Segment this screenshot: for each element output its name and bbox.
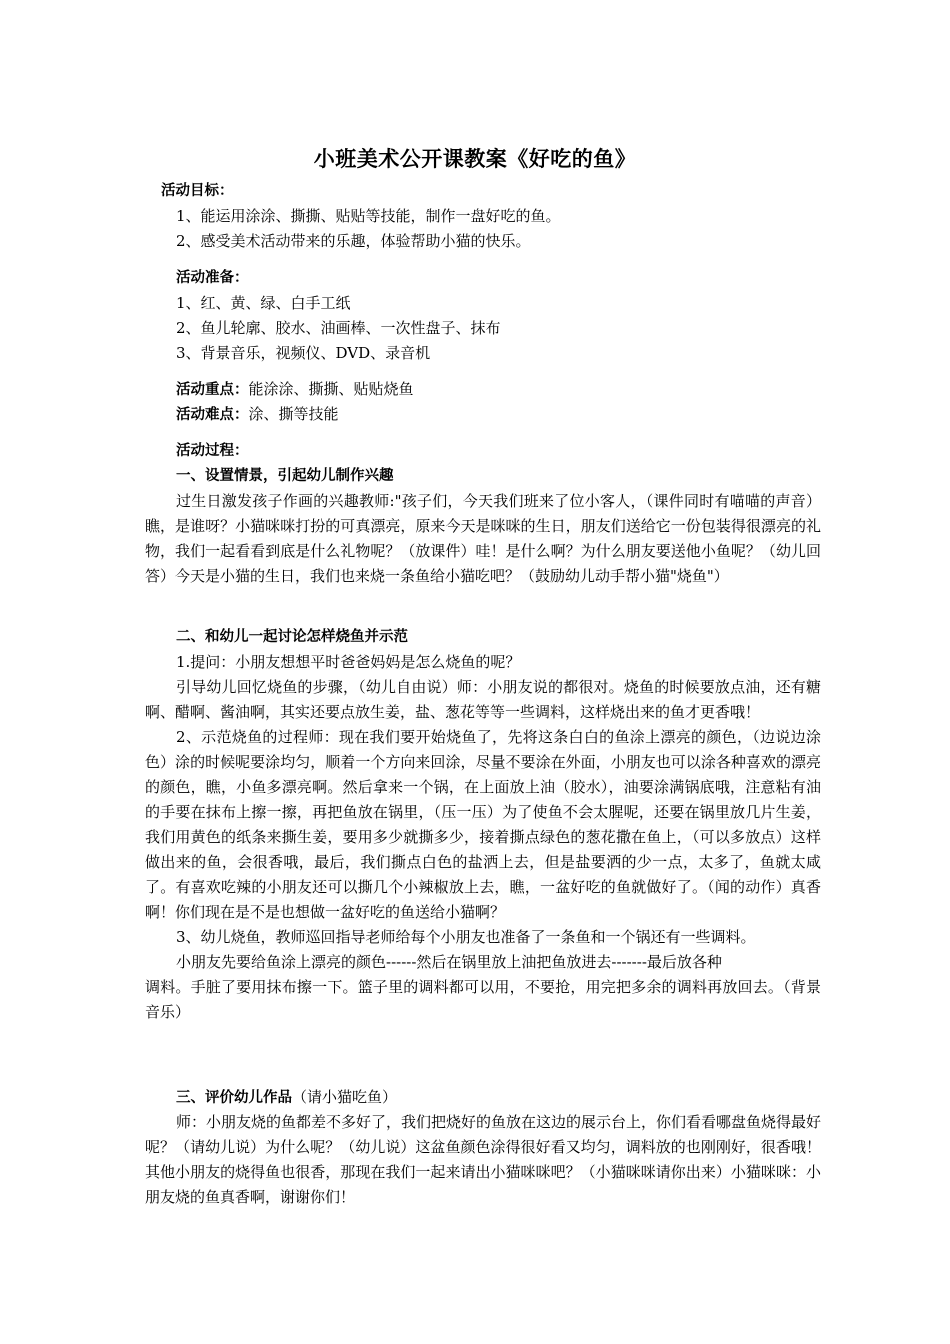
step3-section bbox=[145, 1085, 821, 1210]
goal-item: 2、感受美术活动带来的乐趣，体验帮助小猫的快乐。 bbox=[176, 232, 531, 250]
step1-heading: 一、设置情景，引起幼儿制作兴趣 bbox=[176, 468, 394, 484]
keypoint-text: 能涂涂、撕撕、贴贴烧鱼 bbox=[248, 380, 414, 398]
process-heading: 活动过程： bbox=[176, 443, 249, 459]
prep-item: 2、鱼儿轮廓、胶水、油画棒、一次性盘子、抹布 bbox=[176, 319, 501, 337]
step2-heading: 二、和幼儿一起讨论怎样烧鱼并示范 bbox=[176, 629, 408, 645]
step3-paragraph: 师：小朋友烧的鱼都差不多好了，我们把烧好的鱼放在这边的展示台上，你们看看哪盘鱼烧得最好呢？（请幼儿说）为什么呢？（幼儿说）这盆鱼颜色涂得很好看又均匀，调料放的也刚刚好，很香哦！其他小朋友的烧得鱼也很香，那现在我们一起来请出小猫咪咪吧？（小猫咪咪请你出来）小猫咪咪：小朋友烧的鱼真香啊，谢谢你们！ bbox=[145, 1113, 822, 1206]
prep-item: 3、背景音乐，视频仪、DVD、录音机 bbox=[176, 344, 431, 362]
goals-heading: 活动目标： bbox=[161, 183, 234, 199]
step3-heading: 三、评价幼儿作品 bbox=[176, 1090, 292, 1106]
goal-item: 1、能运用涂涂、撕撕、贴贴等技能，制作一盘好吃的鱼。 bbox=[176, 207, 561, 225]
step2-paragraph-1: 引导幼儿回忆烧鱼的步骤，（幼儿自由说）师：小朋友说的都很对。烧鱼的时候要放点油，还有糖啊、醋啊、酱油啊，其实还要点放生姜，盐、葱花等等一些调料，这样烧出来的鱼才更香哦！ bbox=[145, 678, 821, 721]
prep-heading: 活动准备： bbox=[176, 270, 249, 286]
keypoint-label: 活动重点： bbox=[176, 382, 249, 398]
step2-paragraph-3: 3、幼儿烧鱼，教师巡回指导老师给每个小朋友也准备了一条鱼和一个锅还有一些调料。 bbox=[176, 928, 756, 946]
step3-heading-line bbox=[145, 1085, 821, 1110]
step2-section bbox=[145, 625, 821, 1025]
step2-paragraph-4b: 调料。手脏了要用抹布擦一下。篮子里的调料都可以用，不要抢，用完把多余的调料再放回去。（背景音乐） bbox=[145, 978, 821, 1021]
goals-section bbox=[145, 179, 821, 254]
difficulty-line bbox=[145, 402, 821, 427]
keypoint-line bbox=[145, 377, 821, 402]
difficulty-label: 活动难点： bbox=[176, 407, 249, 423]
step2-paragraph-2: 2、示范烧鱼的过程师：现在我们要开始烧鱼了，先将这条白白的鱼涂上漂亮的颜色，（边说边涂色）涂的时候呢要涂均匀，顺着一个方向来回涂，尽量不要涂在外面，小朋友也可以涂各种喜欢的漂亮的颜色，瞧，小鱼多漂亮啊。然后拿来一个锅，在上面放上油（胶水），油要涂满锅底哦，注意粘有油的手要在抹布上擦一擦，再把鱼放在锅里，（压一压）为了使鱼不会太腥呢，还要在锅里放几片生姜，我们用黄色的纸条来撕生姜，要用多少就撕多少，接着撕点绿色的葱花撒在鱼上，（可以多放点）这样做出来的鱼，会很香哦，最后，我们撕点白色的盐洒上去，但是盐要洒的少一点，太多了，鱼就太咸了。有喜欢吃辣的小朋友还可以撕几个小辣椒放上去，瞧，一盆好吃的鱼就做好了。（闻的动作）真香啊！你们现在是不是也想做一盆好吃的鱼送给小猫啊？ bbox=[145, 728, 821, 921]
step2-question: 1.提问：小朋友想想平时爸爸妈妈是怎么烧鱼的呢？ bbox=[176, 653, 521, 671]
step3-heading-note: （请小猫吃鱼） bbox=[292, 1088, 398, 1106]
prep-section bbox=[145, 266, 821, 366]
prep-item: 1、红、黄、绿、白手工纸 bbox=[176, 294, 351, 312]
focus-section bbox=[145, 377, 821, 427]
step1-paragraph: 过生日激发孩子作画的兴趣教师:"孩子们，今天我们班来了位小客人，（课件同时有喵喵的声音）瞧，是谁呀？小猫咪咪打扮的可真漂亮，原来今天是咪咪的生日，朋友们送给它一份包装得很漂亮的礼物，我们一起看看到底是什么礼物呢？（放课件）哇！是什么啊？为什么朋友要送他小鱼呢？（幼儿回答）今天是小猫的生日，我们也来烧一条鱼给小猫吃吧？（鼓励幼儿动手帮小猫"烧鱼"） bbox=[145, 492, 821, 585]
difficulty-text: 涂、撕等技能 bbox=[248, 405, 339, 423]
process-section bbox=[145, 439, 821, 589]
step2-paragraph-4a: 小朋友先要给鱼涂上漂亮的颜色------然后在锅里放上油把鱼放进去-------最后放各种 bbox=[176, 953, 722, 971]
page-title: 小班美术公开课教案《好吃的鱼》 bbox=[313, 147, 637, 171]
